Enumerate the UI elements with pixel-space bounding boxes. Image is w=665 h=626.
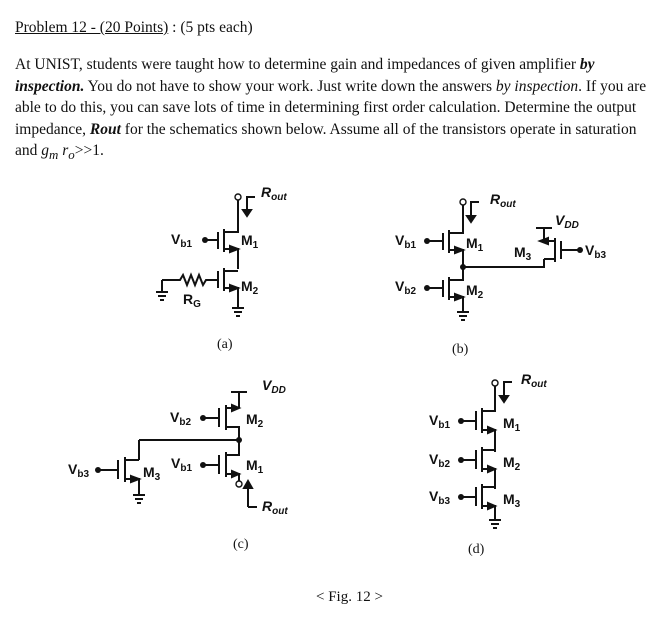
vb1-node	[200, 462, 206, 468]
rout-terminal	[235, 194, 241, 200]
statement-italic-1: by inspection	[495, 77, 579, 95]
statement-emphasis-1: by inspection.	[15, 56, 595, 95]
a-m2-label: $M_2$	[241, 278, 259, 297]
a-rout-label: $R_{out}$	[261, 184, 287, 203]
c-vdd-label: $V_{DD}$	[262, 377, 286, 396]
vb1-node	[424, 238, 430, 244]
statement-rout: Rout	[89, 120, 121, 138]
statement-text-2: You do not have to show your work. Just write down the answers	[84, 77, 496, 95]
a-m1-label: $M_1$	[241, 232, 259, 251]
circuit-b	[395, 191, 606, 357]
statement-text-3: . If you are able to do this, you can save lots of time in determining first order calculation. Determine the output impedance,	[15, 77, 647, 138]
vb3-node	[577, 247, 583, 253]
vb1-node	[202, 237, 208, 243]
problem-title: Problem 12 - (20 Points)	[15, 19, 169, 36]
b-m3-label: $M_3$	[514, 244, 532, 263]
caption-c: (c)	[233, 537, 249, 552]
c-m3-label: $M_3$	[143, 464, 161, 483]
circuit-c	[68, 377, 288, 552]
d-vb1-label: $V_{b1}$	[429, 412, 451, 431]
statement-gm-g: g	[41, 142, 50, 159]
vb2-node	[424, 285, 430, 291]
b-m1-label: $M_1$	[466, 235, 484, 254]
c-vb1-label: $V_{b1}$	[171, 455, 193, 474]
vb2-node	[200, 415, 206, 421]
c-vb2-label: $V_{b2}$	[170, 409, 192, 428]
circuit-a	[156, 184, 287, 352]
circuit-d	[429, 371, 547, 557]
b-vb3-label: $V_{b3}$	[585, 242, 607, 261]
c-m2-label: $M_2$	[246, 411, 264, 430]
d-m1-label: $M_1$	[503, 415, 521, 434]
vb3-node	[95, 467, 101, 473]
figure-caption: < Fig. 12 >	[316, 589, 383, 605]
caption-a: (a)	[217, 337, 233, 352]
statement-text-4: for the schematics shown below. Assume all of the transistors operate in saturation and	[15, 120, 637, 159]
rout-terminal	[236, 481, 242, 487]
d-m3-label: $M_3$	[503, 491, 521, 510]
d-vb2-label: $V_{b2}$	[429, 451, 451, 470]
b-vb1-label: $V_{b1}$	[395, 232, 417, 251]
vb2-node	[458, 457, 464, 463]
statement-text-1: At UNIST, students were taught how to determine gain and impedances of given amplifier	[15, 56, 580, 73]
c-rout-label: $R_{out}$	[262, 498, 288, 517]
a-vb1-label: $V_{b1}$	[171, 231, 193, 250]
d-m2-label: $M_2$	[503, 454, 521, 473]
b-rout-label: $R_{out}$	[490, 191, 516, 210]
b-m2-label: $M_2$	[466, 282, 484, 301]
c-vb3-label: $V_{b3}$	[68, 461, 90, 480]
caption-d: (d)	[468, 542, 485, 557]
vb1-node	[458, 418, 464, 424]
caption-b: (b)	[452, 342, 469, 357]
c-m1-label: $M_1$	[246, 457, 264, 476]
d-rout-label: $R_{out}$	[521, 371, 547, 390]
points-note: (5 pts each)	[180, 19, 253, 36]
a-rg-label: $R_G$	[183, 291, 201, 310]
b-vdd-label: $V_{DD}$	[555, 212, 579, 231]
statement-ro-r: r	[58, 142, 69, 159]
statement-text-5: >>1.	[74, 142, 104, 159]
vb3-node	[458, 494, 464, 500]
rout-terminal	[460, 199, 466, 205]
b-vb2-label: $V_{b2}$	[395, 278, 417, 297]
statement-gm-sub: m	[49, 147, 59, 163]
junction-node	[236, 437, 242, 443]
header-colon: :	[168, 19, 181, 36]
rout-terminal	[492, 380, 498, 386]
statement-ro-sub: o	[68, 147, 75, 163]
d-vb3-label: $V_{b3}$	[429, 488, 451, 507]
